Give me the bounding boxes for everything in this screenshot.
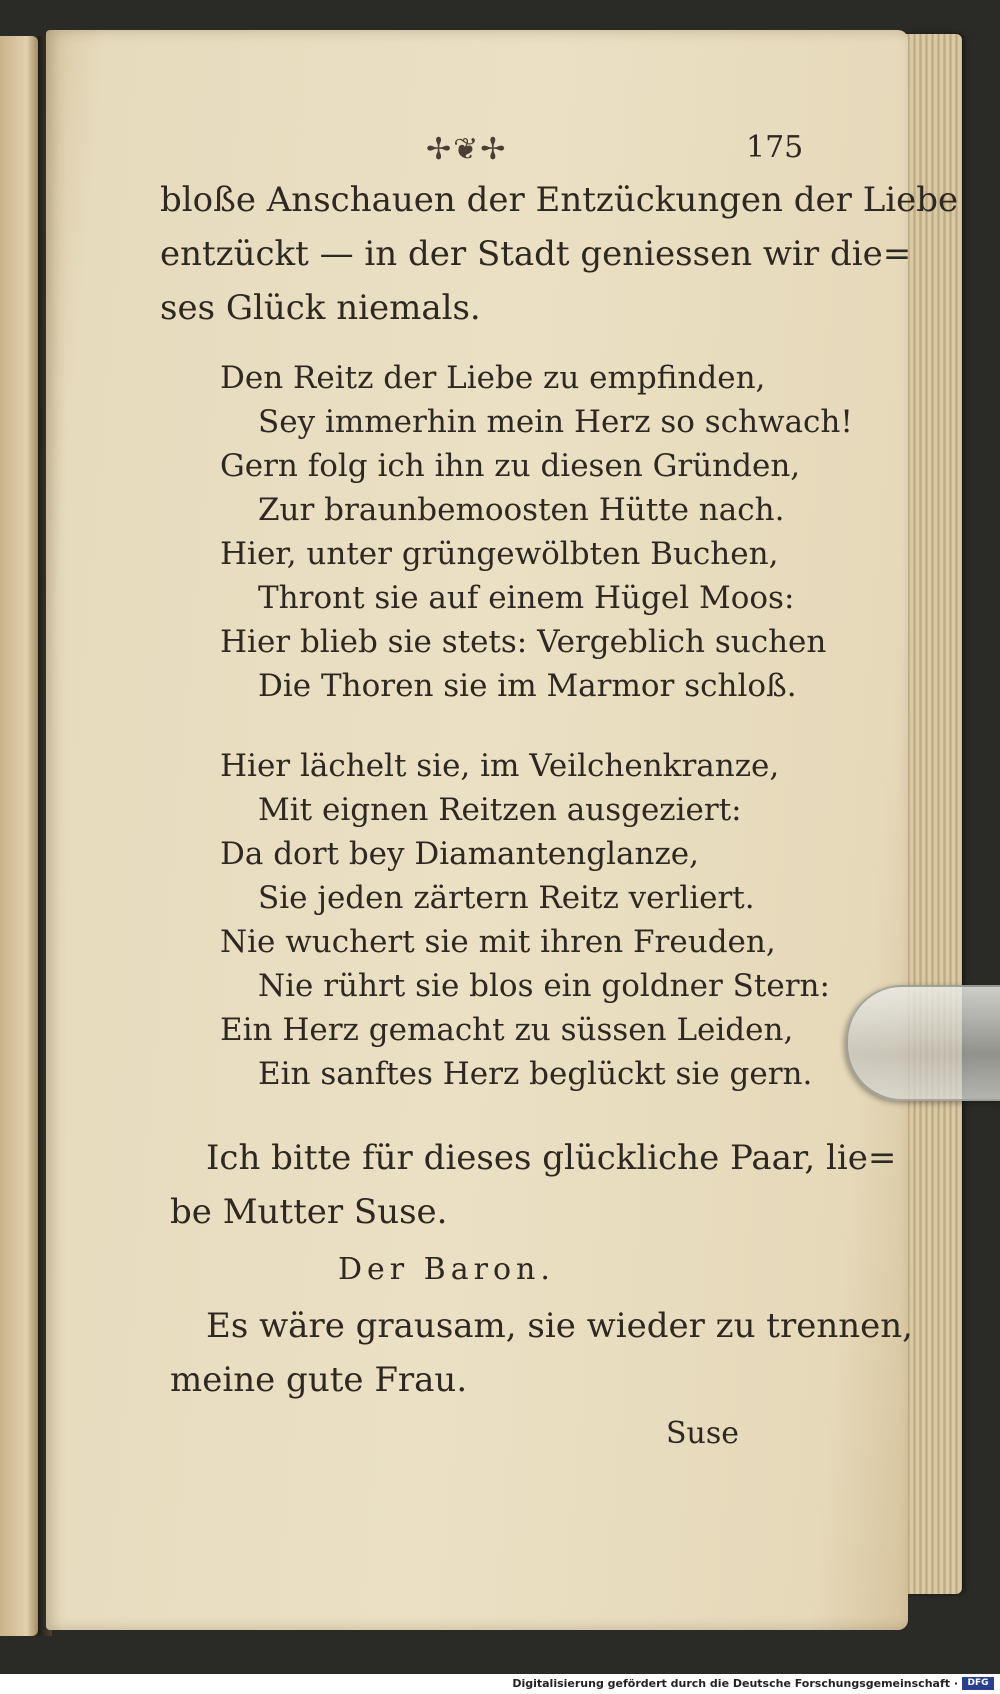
text-line: Es wäre grausam, sie wieder zu trennen, [206, 1306, 913, 1346]
left-page-edge [0, 36, 38, 1636]
verse-line: Hier, unter grüngewölbten Buchen, [220, 536, 779, 572]
verse-line: Thront sie auf einem Hügel Moos: [258, 580, 795, 616]
text-line: meine gute Frau. [170, 1360, 468, 1400]
verse-line: Hier blieb sie stets: Vergeblich suchen [220, 624, 827, 660]
text-line: ses Glück niemals. [160, 288, 481, 328]
dfg-logo: DFG [962, 1677, 994, 1690]
verse-line: Nie wuchert sie mit ihren Freuden, [220, 924, 776, 960]
verse-line: Sie jeden zärtern Reitz verliert. [258, 880, 755, 916]
verse-line: Die Thoren sie im Marmor schloß. [258, 668, 797, 704]
verse-line: Sey immerhin mein Herz so schwach! [258, 404, 853, 440]
header-ornament: ✢❦✢ [426, 132, 508, 167]
verse-line: Da dort bey Diamantenglanze, [220, 836, 699, 872]
book-page [46, 30, 959, 1630]
verse-line: Den Reitz der Liebe zu empfinden, [220, 360, 766, 396]
text-line: bloße Anschauen der Entzückungen der Liebe [160, 180, 959, 220]
page-holder-clip [846, 985, 1000, 1101]
footer-bar [0, 1674, 1000, 1694]
verse-line: Nie rührt sie blos ein goldner Stern: [258, 968, 830, 1004]
page-number: 175 [746, 130, 804, 165]
footer-credit: Digitalisierung gefördert durch die Deutsche Forschungsgemeinschaft · [512, 1677, 958, 1690]
catchword: Suse [666, 1416, 740, 1451]
verse-line: Hier lächelt sie, im Veilchenkranze, [220, 748, 780, 784]
verse-line: Zur braunbemoosten Hütte nach. [258, 492, 785, 528]
text-line: be Mutter Suse. [170, 1192, 448, 1232]
verse-line: Ein sanftes Herz beglückt sie gern. [258, 1056, 813, 1092]
text-line: Ich bitte für dieses glückliche Paar, lie= [206, 1138, 897, 1178]
verse-line: Ein Herz gemacht zu süssen Leiden, [220, 1012, 794, 1048]
verse-line: Gern folg ich ihn zu diesen Gründen, [220, 448, 801, 484]
text-line: entzückt — in der Stadt geniessen wir die= [160, 234, 912, 274]
verse-line: Mit eignen Reitzen ausgeziert: [258, 792, 742, 828]
speaker-heading: Der Baron. [338, 1252, 555, 1287]
page-block-edges [904, 34, 962, 1594]
